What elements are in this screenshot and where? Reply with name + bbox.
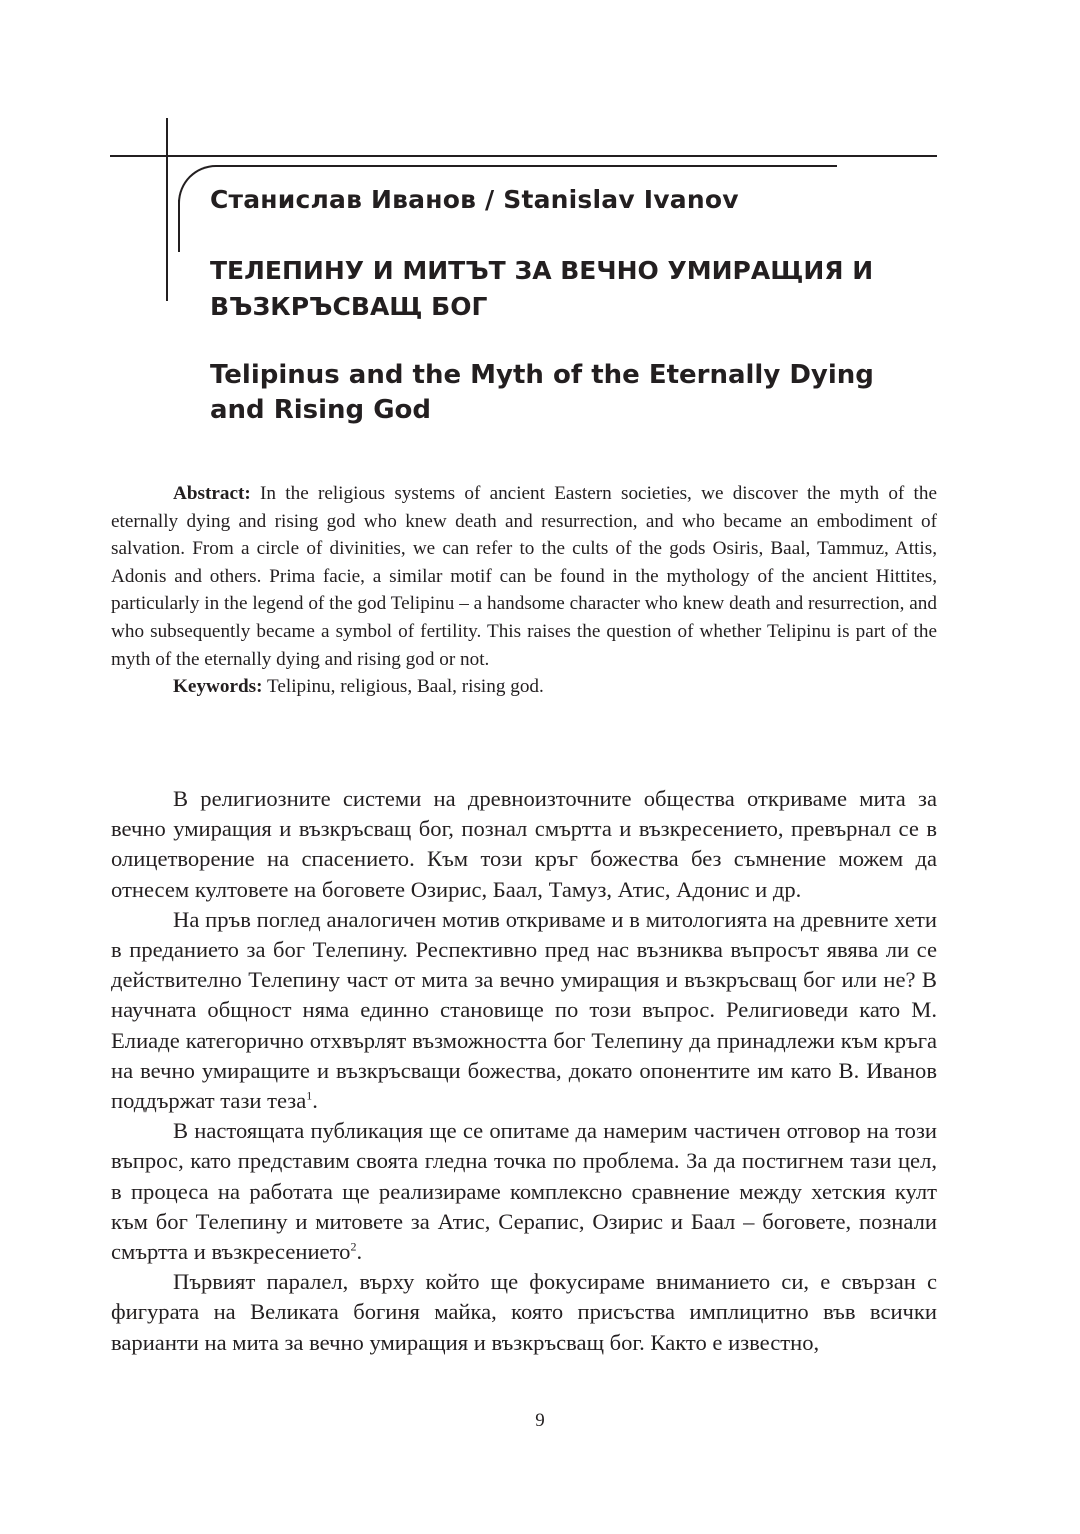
body-paragraph-2-end: . <box>312 1088 318 1114</box>
header-horizontal-rule <box>110 155 937 157</box>
body-paragraph-3-text: В настоящата публикация ще се опитаме да намерим частичен отговор на този въпрос, като представим своята гледна точка по проблема. За да постигнем тази цел, в процеса на работата ще реализираме комплексно сравнение между хетския култ към бог Телепину и митовете за Атис, Серапис, Озирис и Баал – боговете, познали смъртта и възкресението <box>111 1118 937 1265</box>
abstract-section <box>111 480 937 701</box>
keywords-text: Telipinu, religious, Baal, rising god. <box>262 676 544 698</box>
body-paragraph-2-text: На пръв поглед аналогичен мотив откриваме и в митологията на древните хети в преданието за бог Телепину. Респективно пред нас възниква въпросът явява ли се действително Телепину част от мита за вечно умиращия и възкръсващ бог или не? В научната общност няма единно становище по този въпрос. Религиоведи като М. Елиаде категорично отхвърлят възможността бог Телепину да принадлежи към кръга на вечно умиращите и възкръсващи божества, докато опонентите им като В. Иванов поддържат тази теза <box>111 906 937 1114</box>
author-name: Станислав Иванов / Stanislav Ivanov <box>210 185 739 214</box>
header-vertical-rule <box>166 118 168 301</box>
article-title-english: Telipinus and the Myth of the Eternally Dying and Rising God <box>210 360 874 425</box>
footnote-ref-1[interactable]: 1 <box>306 1088 313 1103</box>
header-inner-horizontal-rule <box>255 165 837 167</box>
article-title-bulgarian: ТЕЛЕПИНУ И МИТЪТ ЗА ВЕЧНО УМИРАЩИЯ И ВЪЗКРЪСВАЩ БОГ <box>210 256 874 321</box>
abstract-label: Abstract: <box>173 483 251 504</box>
abstract-paragraph <box>111 480 937 673</box>
page-number: 9 <box>535 1410 545 1431</box>
body-paragraph-2 <box>111 905 937 1116</box>
body-paragraph-3-end: . <box>356 1239 363 1265</box>
keywords-paragraph <box>111 673 937 701</box>
keywords-label: Keywords: <box>173 676 263 698</box>
abstract-text: In the religious systems of ancient Eastern societies, we discover the myth of the eternally dying and rising god who knew death and resurrection, and who became an embodiment of salvation. From a circle of divinities, we can refer to the cults of the gods Osiris, Baal, Tammuz, Attis, Adonis and others. Prima facie, a similar motif can be found in the mythology of the ancient Hittites, particularly in the legend of the god Telipinu – a handsome character who knew death and resurrection, and who subsequently became a symbol of fertility. This raises the question of whether Telipinu is part of the myth of the eternally dying and rising god or not. <box>111 483 937 670</box>
body-paragraph-1: В религиозните системи на древноизточните общества откриваме мита за вечно умиращия и възкръсващ бог, познал смъртта и възкресението, превърнал се в олицетворение на спасението. Към този кръг божества без съмнение можем да отнесем култовете на боговете Озирис, Баал, Тамуз, Атис, Адонис и др. <box>111 786 937 902</box>
body-paragraph-3 <box>111 1116 937 1267</box>
body-text <box>111 784 937 1358</box>
header-inner-vertical-rule <box>178 200 180 252</box>
footnote-ref-2[interactable]: 2 <box>350 1239 357 1254</box>
body-paragraph-4: Първият паралел, върху който ще фокусираме вниманието си, е свързан с фигурата на Великата богиня майка, която присъства имплицитно във всички варианти на мита за вечно умиращия и възкръсващ бог. Както е известно, <box>111 1269 937 1355</box>
